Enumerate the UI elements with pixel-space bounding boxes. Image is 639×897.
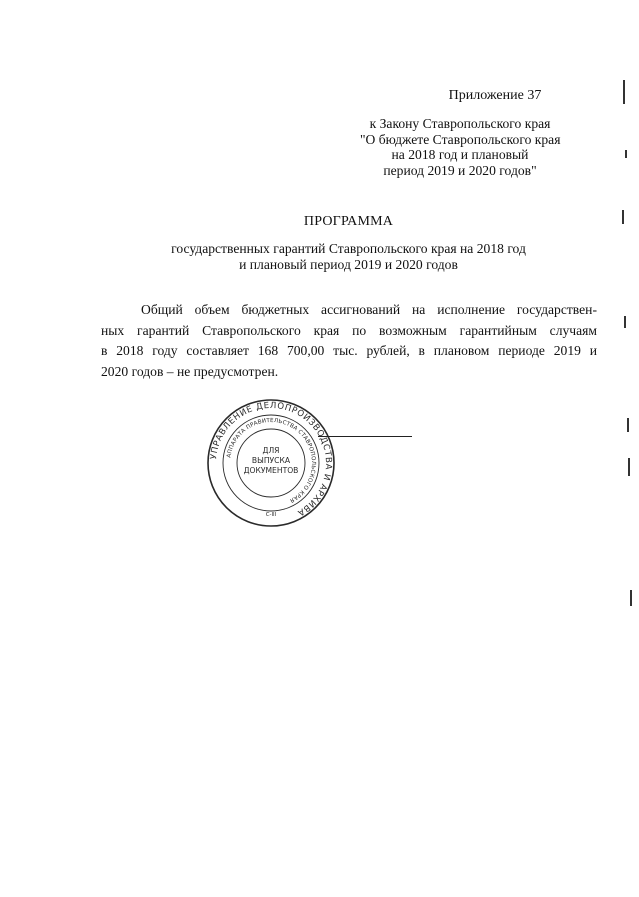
stamp-outer-text: УПРАВЛЕНИЕ ДЕЛОПРОИЗВОДСТВА И АРХИВА <box>209 400 334 518</box>
scan-edge-mark <box>623 80 625 104</box>
scan-edge-mark <box>627 418 629 432</box>
law-ref-line: к Закону Ставропольского края <box>369 116 551 131</box>
paragraph-line: в 2018 году составляет 168 700,00 тыс. рублей, в плановом периоде 2019 и <box>101 343 597 358</box>
scan-edge-mark <box>625 150 627 158</box>
document-title: ПРОГРАММА <box>303 214 394 229</box>
subtitle-line: государственных гарантий Ставропольского края на 2018 год <box>171 241 526 256</box>
paragraph-line: Общий объем бюджетных ассигнований на исполнение государствен- <box>141 302 597 317</box>
law-ref-line: на 2018 год и плановый <box>391 147 529 162</box>
appendix-label: Приложение 37 <box>448 88 542 103</box>
stamp-center-line: ДОКУМЕНТОВ <box>243 466 299 475</box>
paragraph-line: ных гарантий Ставропольского края по возможным гарантийным случаям <box>101 322 597 338</box>
scan-edge-mark <box>624 316 626 328</box>
scan-edge-mark <box>628 458 630 476</box>
official-stamp <box>206 398 336 528</box>
stamp-center-line: ВЫПУСКА <box>251 456 291 465</box>
stamp-center-line: ДЛЯ <box>262 446 280 455</box>
scan-edge-mark <box>630 590 632 606</box>
signature-line <box>318 436 412 437</box>
paragraph-line: 2020 годов – не предусмотрен. <box>101 363 279 379</box>
law-reference <box>360 116 560 178</box>
document-subtitle <box>0 241 639 272</box>
stamp-code: С-III <box>265 512 277 518</box>
subtitle-line: и плановый период 2019 и 2020 годов <box>239 256 458 272</box>
law-ref-line: "О бюджете Ставропольского края <box>360 131 561 147</box>
body-paragraph <box>101 300 597 382</box>
scan-edge-mark <box>622 210 624 224</box>
stamp-inner-text: АППАРАТА ПРАВИТЕЛЬСТВА СТАВРОПОЛЬСКОГО КРАЯ <box>226 417 317 504</box>
law-ref-line: период 2019 и 2020 годов" <box>383 162 537 178</box>
